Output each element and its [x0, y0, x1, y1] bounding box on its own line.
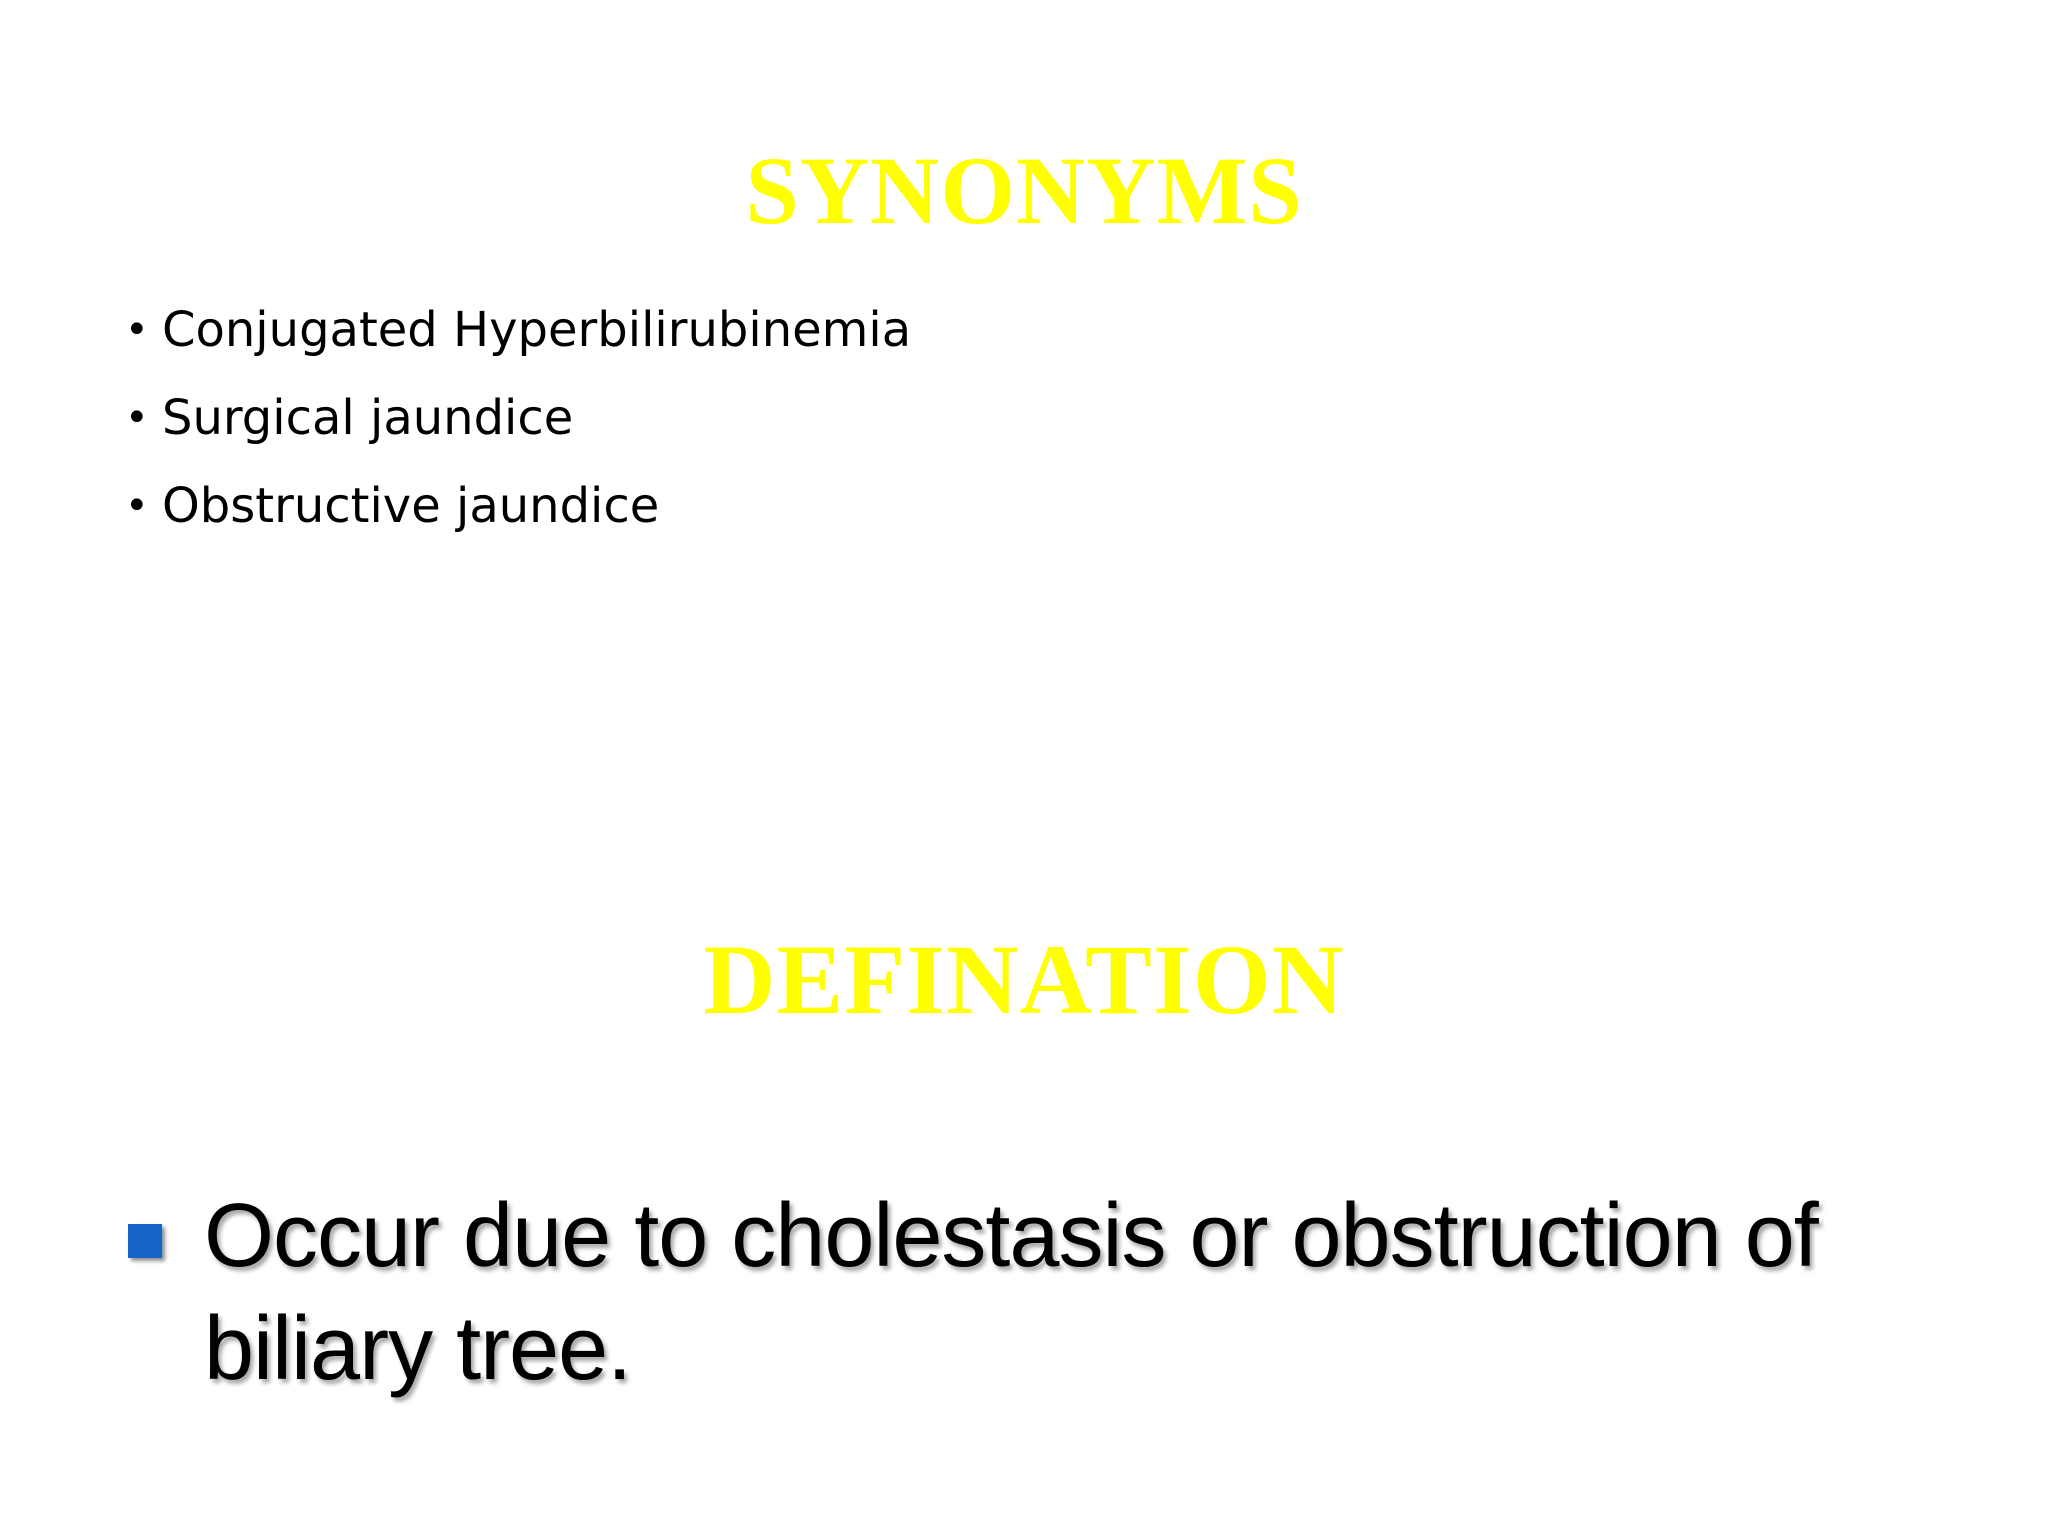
definition-block — [126, 1180, 1986, 1406]
square-bullet-icon — [128, 1224, 162, 1258]
synonym-list — [118, 296, 911, 560]
list-item — [118, 384, 911, 472]
synonym-text: Conjugated Hyperbilirubinemia — [162, 302, 912, 358]
list-item — [118, 296, 911, 384]
bullet-icon: • — [125, 307, 149, 353]
list-item — [118, 472, 911, 560]
bullet-icon: • — [125, 395, 149, 441]
definition-heading: DEFINATION — [703, 924, 1345, 1035]
synonym-text: Obstructive jaundice — [162, 478, 660, 534]
synonym-text: Surgical jaundice — [162, 390, 574, 446]
synonyms-heading: SYNONYMS — [745, 137, 1303, 244]
bullet-icon: • — [125, 483, 149, 529]
definition-text: Occur due to cholestasis or obstruction of biliary tree. — [204, 1186, 1818, 1399]
